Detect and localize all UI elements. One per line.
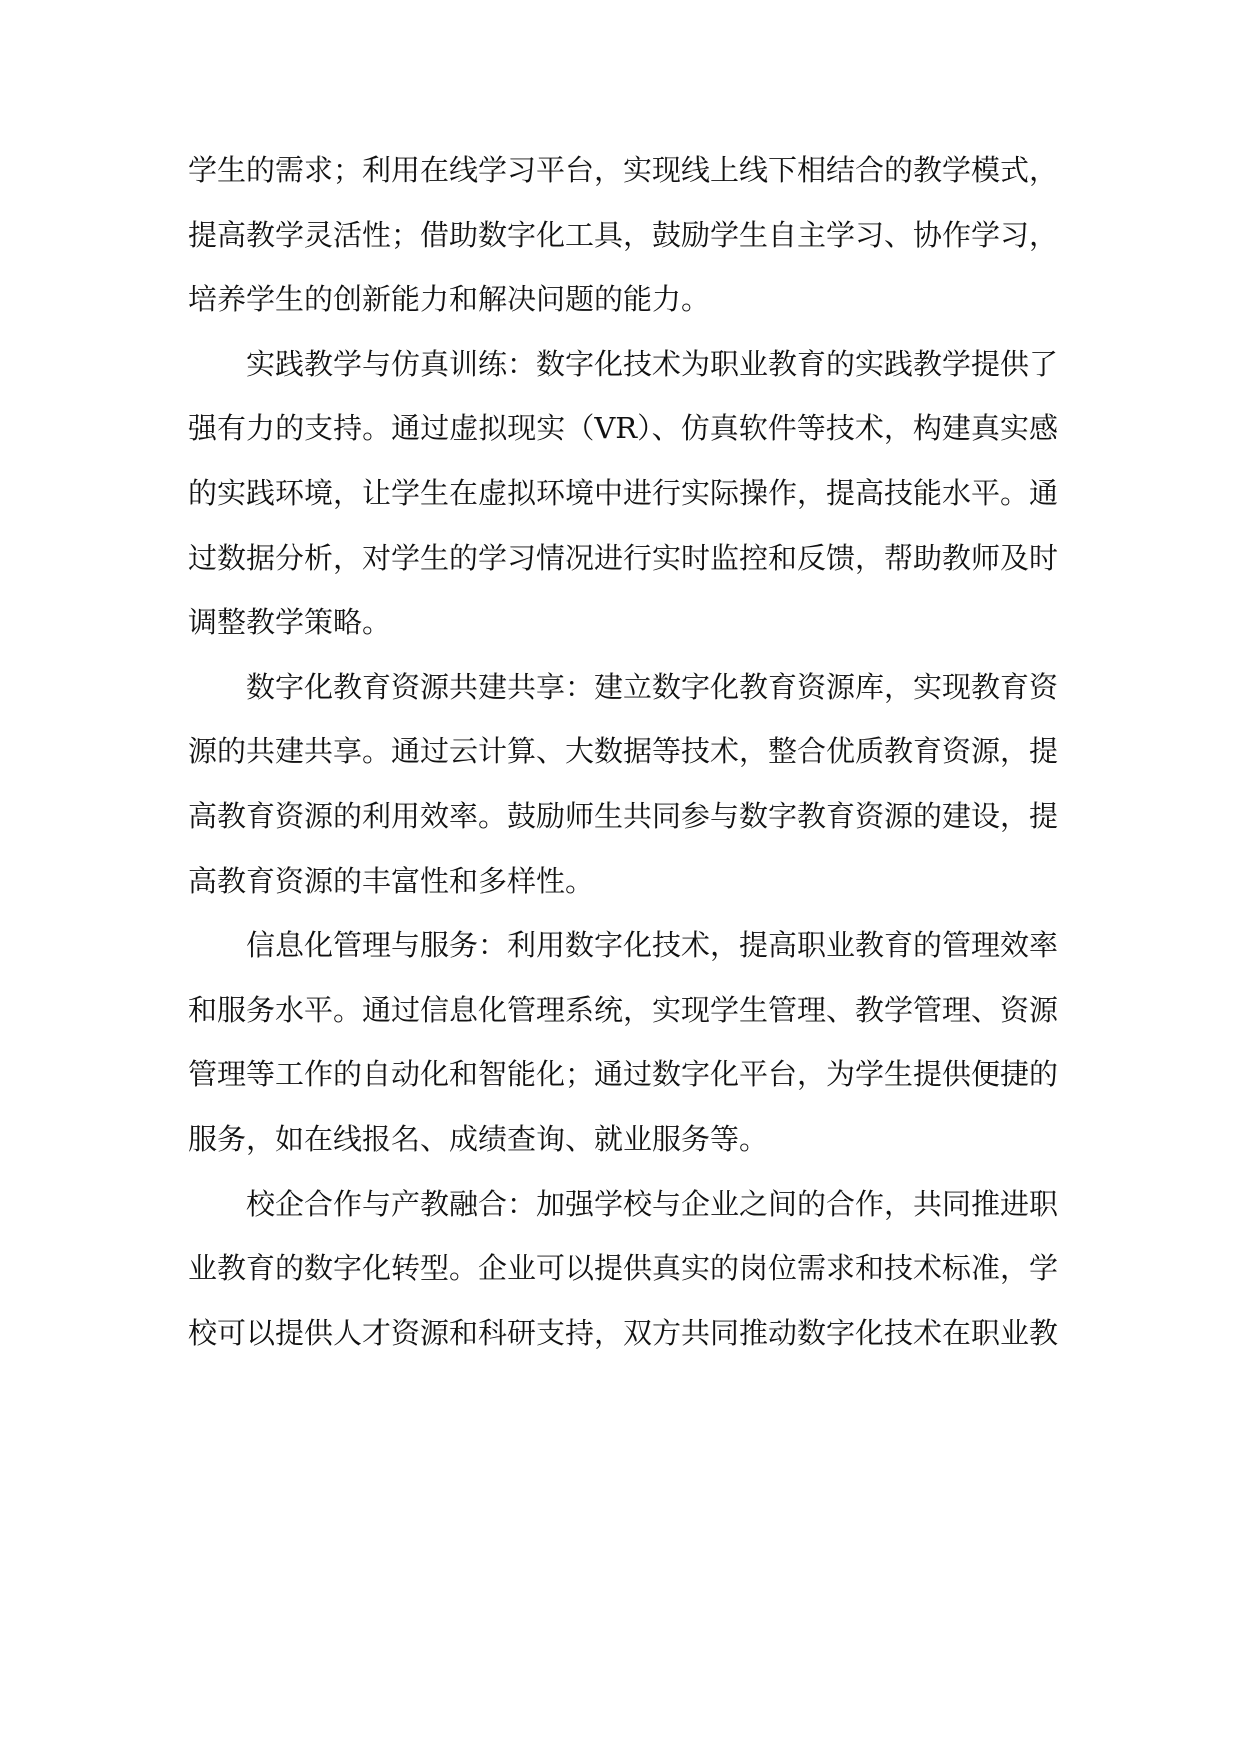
text-line: 和服务水平。通过信息化管理系统，实现学生管理、教学管理、资源 (188, 992, 1059, 1027)
text-line: 学生的需求；利用在线学习平台，实现线上线下相结合的教学模式， (188, 153, 1059, 187)
text-line: 培养学生的创新能力和解决问题的能力。 (188, 282, 711, 317)
text-line: 实践教学与仿真训练：数字化技术为职业教育的实践教学提供了 (246, 346, 1059, 381)
text-line: 校可以提供人才资源和科研支持，双方共同推动数字化技术在职业教 (188, 1315, 1059, 1350)
text-line: 业教育的数字化转型。企业可以提供真实的岗位需求和技术标准，学 (188, 1251, 1059, 1286)
text-line: 提高教学灵活性；借助数字化工具，鼓励学生自主学习、协作学习， (188, 217, 1059, 252)
paragraph (188, 655, 1058, 913)
text-line: 校企合作与产教融合：加强学校与企业之间的合作，共同推进职 (246, 1186, 1059, 1221)
text-line: 服务，如在线报名、成绩查询、就业服务等。 (188, 1121, 769, 1156)
text-line: 过数据分析，对学生的学习情况进行实时监控和反馈，帮助教师及时 (188, 540, 1059, 575)
paragraph (188, 1172, 1058, 1366)
text-line: 数字化教育资源共建共享：建立数字化教育资源库，实现教育资 (246, 669, 1059, 704)
text-line: 高教育资源的利用效率。鼓励师生共同参与数字教育资源的建设，提 (188, 798, 1059, 833)
text-line: 信息化管理与服务：利用数字化技术，提高职业教育的管理效率 (246, 928, 1059, 963)
paragraph (188, 913, 1058, 1171)
text-line: 强有力的支持。通过虚拟现实（VR）、仿真软件等技术，构建真实感 (188, 411, 1058, 446)
document-body (188, 138, 1058, 1365)
paragraph (188, 138, 1058, 332)
text-line: 的实践环境，让学生在虚拟环境中进行实际操作，提高技能水平。通 (188, 475, 1059, 510)
text-line: 管理等工作的自动化和智能化；通过数字化平台，为学生提供便捷的 (188, 1057, 1059, 1092)
text-line: 高教育资源的丰富性和多样性。 (188, 863, 595, 898)
text-line: 调整教学策略。 (188, 605, 392, 640)
paragraph (188, 332, 1058, 655)
text-line: 源的共建共享。通过云计算、大数据等技术，整合优质教育资源，提 (188, 734, 1059, 769)
